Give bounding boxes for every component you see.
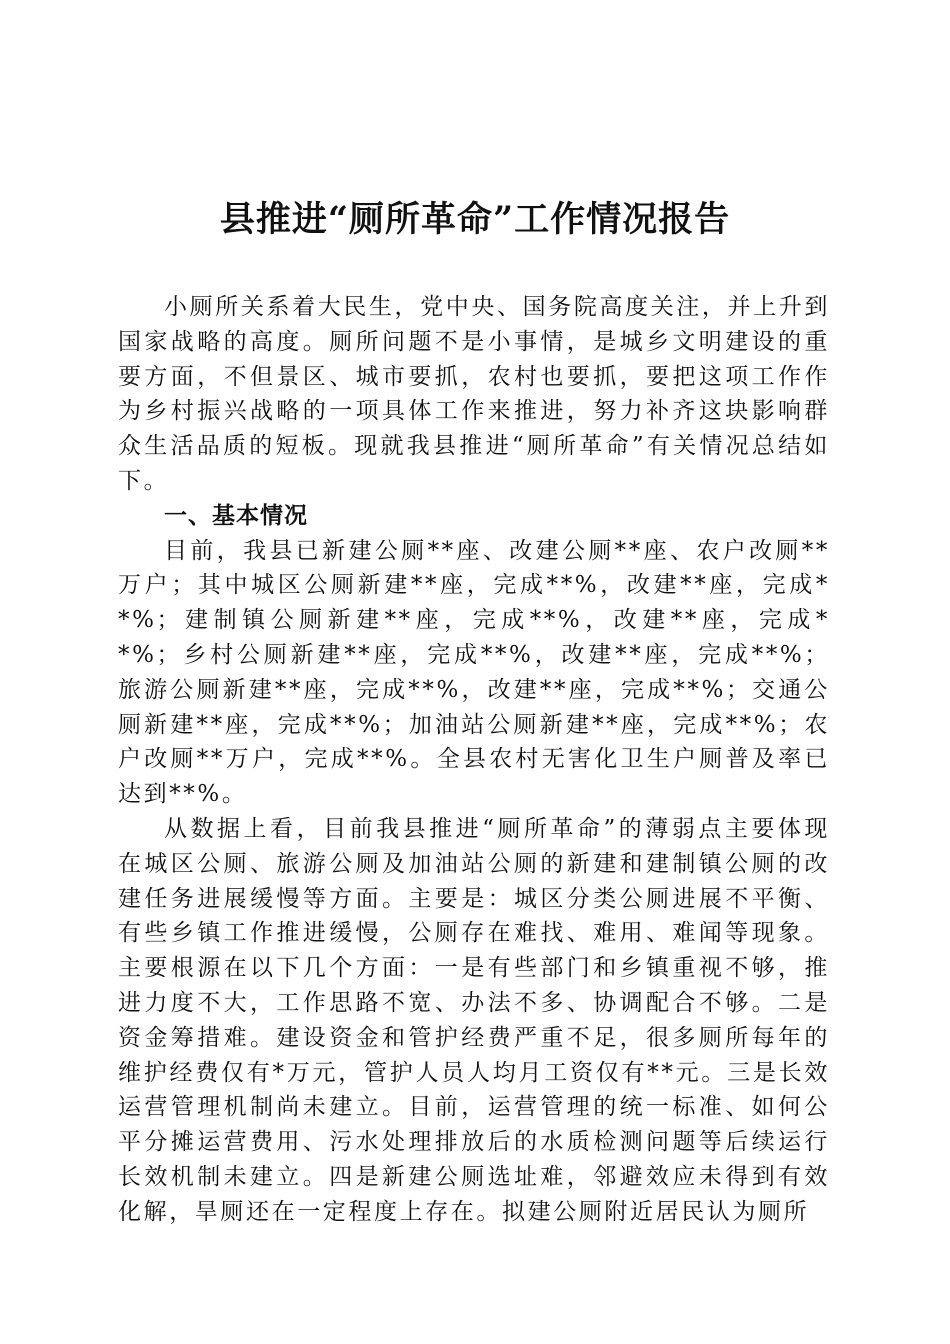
section-heading: 一、基本情况 [164, 502, 308, 529]
document-title: 县推进“厕所革命”工作情况报告 [219, 199, 731, 240]
statistics-paragraph: 目前，我县已新建公厕**座、改建公厕**座、农户改厕**万户；其中城区公厕新建**座，完成**%，改建**座，完成**%；建制镇公厕新建**座，完成**%，改建**座，完成**%；乡村公厕新建**座，完成**%，改建**座，完成**%；旅游公厕新建**座，完成**%，改建**座，完成**%；交通公厕新建**座，完成**%；加油站公厕新建**座，完成**%；农户改厕**万户，完成**%。全县农村无害化卫生户厕普及率已达到**%。 [118, 537, 830, 808]
intro-paragraph: 小厕所关系着大民生，党中央、国务院高度关注，并上升到国家战略的高度。厕所问题不是小事情，是城乡文明建设的重要方面，不但景区、城市要抓，农村也要抓，要把这项工作作为乡村振兴战略的一项具体工作来推进，努力补齐这块影响群众生活品质的短板。现就我县推进“厕所革命”有关情况总结如下。 [118, 294, 830, 494]
document-body [118, 290, 830, 1230]
analysis-paragraph: 从数据上看，目前我县推进“厕所革命”的薄弱点主要体现在城区公厕、旅游公厕及加油站公厕的新建和建制镇公厕的改建任务进展缓慢等方面。主要是：城区分类公厕进展不平衡、有些乡镇工作推进缓慢，公厕存在难找、难用、难闻等现象。主要根源在以下几个方面：一是有些部门和乡镇重视不够，推进力度不大，工作思路不宽、办法不多、协调配合不够。二是资金筹措难。建设资金和管护经费严重不足，很多厕所每年的维护经费仅有*万元，管护人员人均月工资仅有**元。三是长效运营管理机制尚未建立。目前，运营管理的统一标准、如何公平分摊运营费用、污水处理排放后的水质检测问题等后续运行长效机制未建立。四是新建公厕选址难，邻避效应未得到有效化解，旱厕还在一定程度上存在。拟建公厕附近居民认为厕所 [118, 815, 830, 1225]
